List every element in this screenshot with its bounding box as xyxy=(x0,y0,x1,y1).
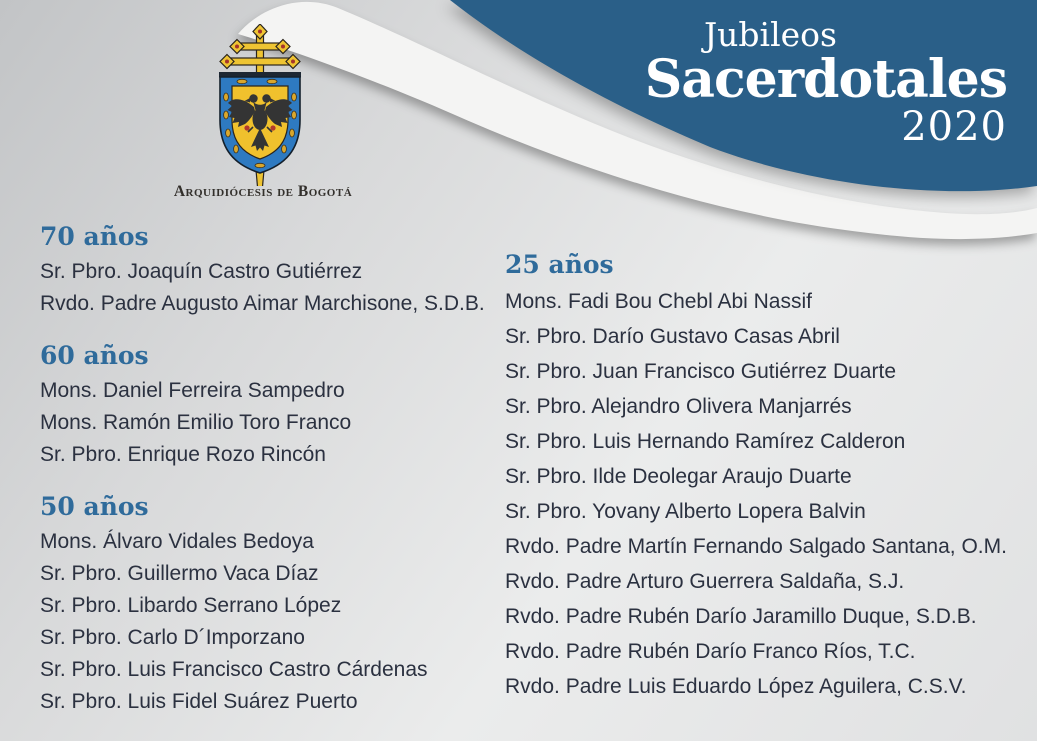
priest-name: Sr. Pbro. Joaquín Castro Gutiérrez xyxy=(40,260,363,283)
archdiocese-crest-icon xyxy=(200,24,324,186)
priest-name: Sr. Pbro. Luis Francisco Castro Cárdenas xyxy=(40,658,428,681)
title-year: 2020 xyxy=(901,103,1007,150)
archdiocese-caption: Arquidiócesis de Bogotá xyxy=(173,183,353,200)
section-title: 50 años xyxy=(40,492,149,521)
priest-name: Rvdo. Padre Rubén Darío Franco Ríos, T.C. xyxy=(505,640,916,663)
priest-name: Mons. Álvaro Vidales Bedoya xyxy=(40,530,314,553)
priest-name: Sr. Pbro. Carlo D´Imporzano xyxy=(40,626,305,649)
priest-name: Sr. Pbro. Guillermo Vaca Díaz xyxy=(40,562,319,585)
priest-name: Sr. Pbro. Luis Hernando Ramírez Calderon xyxy=(505,430,906,453)
poster-title-block xyxy=(644,15,1007,150)
section-title: 60 años xyxy=(40,341,149,370)
priest-name: Sr. Pbro. Yovany Alberto Lopera Balvin xyxy=(505,500,866,523)
jubilee-section xyxy=(40,222,505,320)
section-title: 25 años xyxy=(505,250,614,279)
priest-name: Mons. Fadi Bou Chebl Abi Nassif xyxy=(505,290,812,313)
jubilee-section xyxy=(40,492,505,718)
cross-lower-bar xyxy=(229,58,291,65)
priest-name: Sr. Pbro. Alejandro Olivera Manjarrés xyxy=(505,395,852,418)
priest-name: Sr. Pbro. Libardo Serrano López xyxy=(40,594,342,617)
priest-name: Rvdo. Padre Martín Fernando Salgado Santana, O.M. xyxy=(505,535,1007,558)
jubilee-section xyxy=(505,250,1035,704)
priest-name: Rvdo. Padre Luis Eduardo López Aguilera, C.S.V. xyxy=(505,675,967,698)
priest-name: Mons. Daniel Ferreira Sampedro xyxy=(40,379,345,402)
left-column xyxy=(40,222,505,739)
priest-name: Sr. Pbro. Enrique Rozo Rincón xyxy=(40,443,326,466)
priest-name: Sr. Pbro. Luis Fidel Suárez Puerto xyxy=(40,690,358,713)
priest-name: Rvdo. Padre Rubén Darío Jaramillo Duque, S.D.B. xyxy=(505,605,977,628)
priest-name: Sr. Pbro. Darío Gustavo Casas Abril xyxy=(505,325,840,348)
jubilee-section xyxy=(40,341,505,471)
priest-name: Rvdo. Padre Augusto Aimar Marchisone, S.D.B. xyxy=(40,292,485,315)
title-jubileos: Jubileos xyxy=(703,15,837,54)
priest-name: Mons. Ramón Emilio Toro Franco xyxy=(40,411,352,434)
right-column xyxy=(505,250,1035,725)
section-title: 70 años xyxy=(40,222,149,251)
cross-upper-bar xyxy=(239,43,281,50)
title-sacerdotales: Sacerdotales xyxy=(644,48,1007,110)
priest-name: Sr. Pbro. Ilde Deolegar Araujo Duarte xyxy=(505,465,852,488)
priest-name: Rvdo. Padre Arturo Guerrera Saldaña, S.J. xyxy=(505,570,905,593)
priest-name: Sr. Pbro. Juan Francisco Gutiérrez Duarte xyxy=(505,360,896,383)
